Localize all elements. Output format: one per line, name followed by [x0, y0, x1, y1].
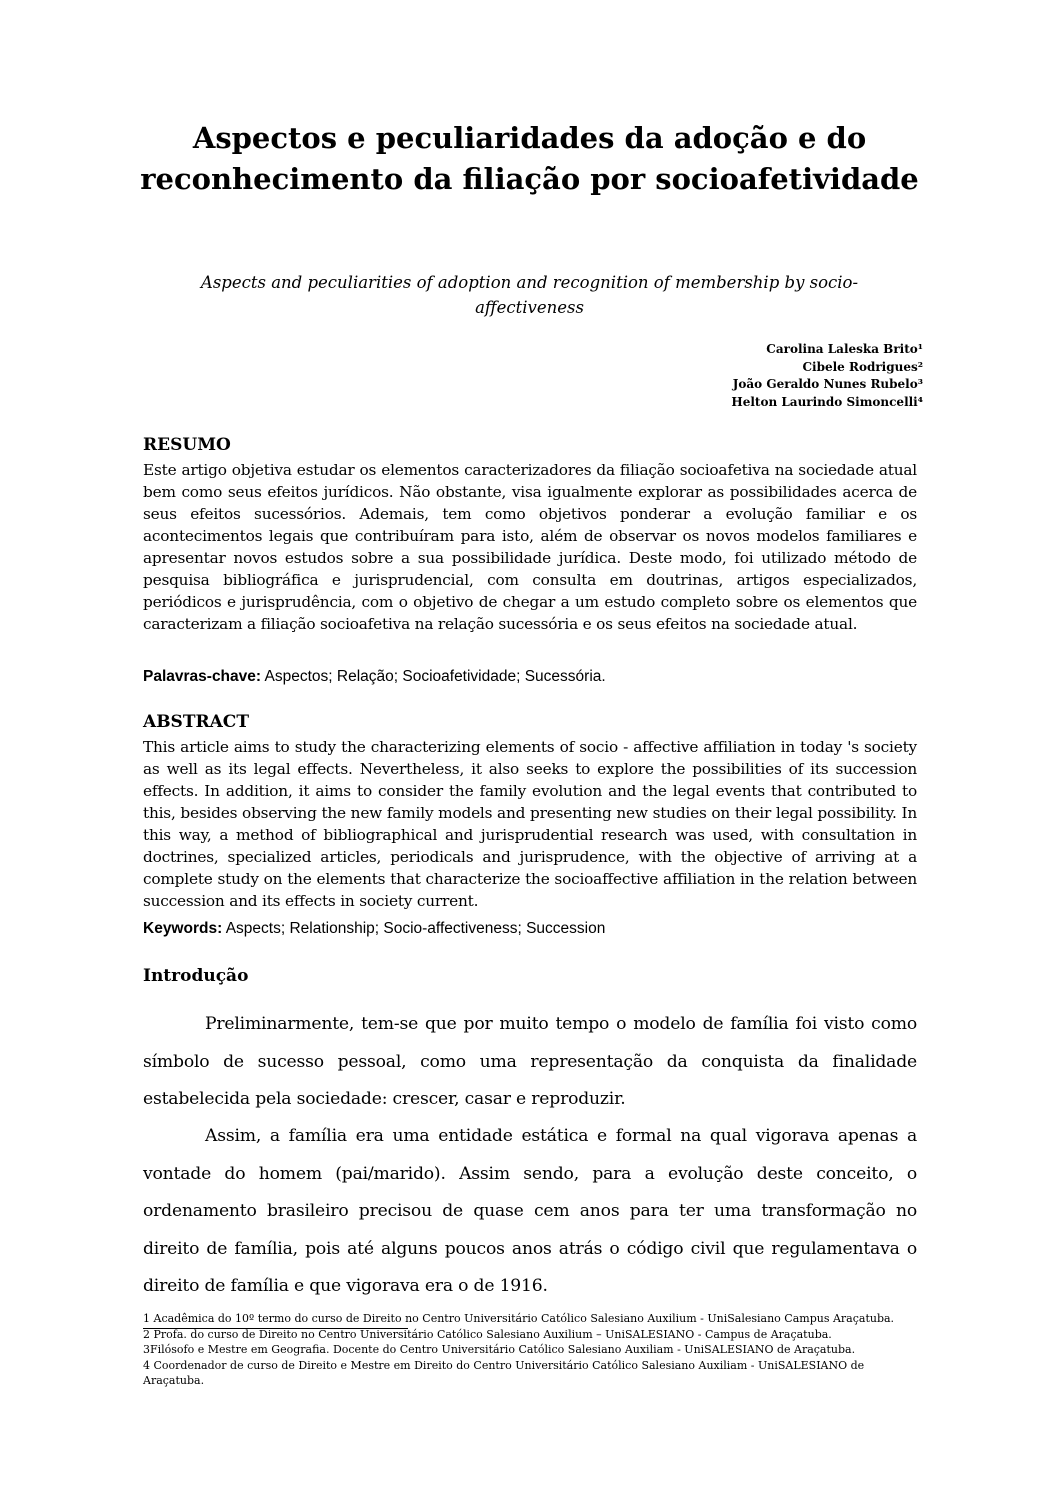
- footnote: 2 Profa. do curso de Direito no Centro Universitário Católico Salesiano Auxilium – UniSALESIANO - Campus de Araçatuba.: [143, 1327, 832, 1341]
- resumo-heading: RESUMO: [143, 435, 231, 455]
- keywords-value: Aspects; Relationship; Socio-affectiveness; Succession: [225, 920, 606, 937]
- footnote: 3Filósofo e Mestre em Geografia. Docente do Centro Universitário Católico Salesiano Auxiliam - UniSALESIANO de Araçatuba.: [143, 1343, 856, 1357]
- keywords-label: Palavras-chave:: [143, 668, 262, 685]
- paper-title: Aspectos e peculiaridades da adoção e do reconhecimento da filiação por socioafetividade: [140, 121, 919, 196]
- author-list: [731, 341, 923, 411]
- author-name: Helton Laurindo Simoncelli⁴: [731, 394, 923, 409]
- keywords-label: Keywords:: [143, 920, 223, 937]
- footnote: 4 Coordenador de curso de Direito e Mestre em Direito do Centro Universitário Católico Salesiano Auxiliam - UniSALESIANO de Araçatuba.: [143, 1358, 865, 1388]
- abstract-keywords: [143, 918, 917, 940]
- footnote-separator: [143, 1328, 408, 1329]
- paper-subtitle: Aspects and peculiarities of adoption and recognition of membership by socio-affectiveness: [200, 273, 859, 317]
- abstract-text: This article aims to study the characterizing elements of socio - affective affiliation in today 's society as well as its legal effects. Nevertheless, it also seeks to explore the possibilities of its succession effects. In addition, it aims to consider the family evolution and the legal events that contributed to this, besides observing the new family models and presenting new studies on their legal possibility. In this way, a method of bibliographical and jurisprudential research was used, with consultation in doctrines, specialized articles, periodicals and jurisprudence, with the objective of arriving at a complete study on the elements that characterize the socioaffective affiliation in the relation between succession and its effects in society current.: [143, 738, 917, 910]
- author-name: Cibele Rodrigues²: [802, 359, 923, 374]
- abstract-heading: ABSTRACT: [143, 712, 249, 732]
- intro-paragraph: Preliminarmente, tem-se que por muito tempo o modelo de família foi visto como símbolo de sucesso pessoal, como uma representação da conquista da finalidade estabelecida pela sociedade: crescer, casar e reproduzir.: [143, 1014, 917, 1109]
- author-name: Carolina Laleska Brito¹: [766, 342, 923, 356]
- footnote: 1 Acadêmica do 10º termo do curso de Direito no Centro Universitário Católico Salesiano Auxilium - UniSalesiano Campus Araçatuba.: [143, 1312, 895, 1325]
- intro-heading: Introdução: [143, 966, 249, 986]
- resumo-keywords: [143, 666, 917, 688]
- author-name: João Geraldo Nunes Rubelo³: [732, 377, 923, 391]
- intro-paragraph: Assim, a família era uma entidade estática e formal na qual vigorava apenas a vontade do homem (pai/marido). Assim sendo, para a evolução deste conceito, o ordenamento brasileiro precisou de quase cem anos para ter uma transformação no direito de família, pois até alguns poucos anos atrás o código civil que regulamentava o direito de família e que vigorava era o de 1916.: [143, 1126, 917, 1296]
- keywords-value: Aspectos; Relação; Socioafetividade; Sucessória.: [264, 668, 606, 685]
- footnotes: [143, 1311, 917, 1389]
- resumo-text: Este artigo objetiva estudar os elementos caracterizadores da filiação socioafetiva na sociedade atual bem como seus efeitos jurídicos. Não obstante, visa igualmente explorar as possibilidades acerca de seus efeitos sucessórios. Ademais, tem como objetivos ponderar a evolução familiar e os acontecimentos legais que contribuíram para isto, além de observar os novos modelos familiares e apresentar novos estudos sobre a sua possibilidade jurídica. Deste modo, foi utilizado método de pesquisa bibliográfica e jurisprudencial, com consulta em doutrinas, artigos especializados, periódicos e jurisprudência, com o objetivo de chegar a um estudo completo sobre os elementos que caracterizam a filiação socioafetiva na relação sucessória e os seus efeitos na sociedade atual.: [143, 461, 917, 633]
